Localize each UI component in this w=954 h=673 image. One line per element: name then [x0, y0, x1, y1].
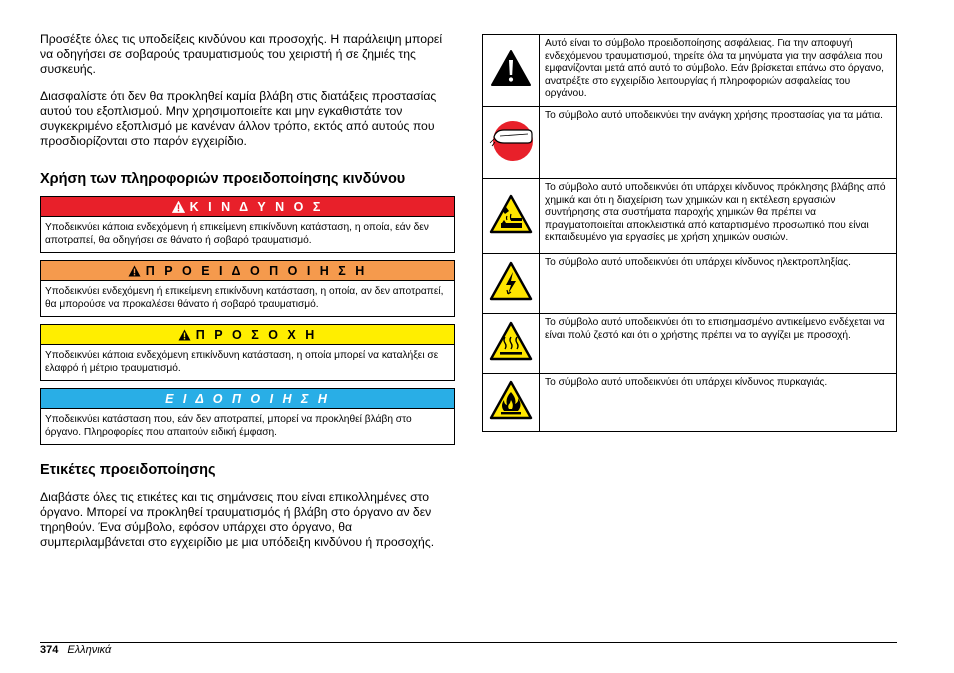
notice-description: Υποδεικνύει κατάσταση που, εάν δεν αποτραπεί, μπορεί να προκληθεί βλάβη στο όργανο. Πληροφορίες που απαιτούν ειδική έμφαση. — [45, 414, 412, 438]
notice-label: Ε Ι Δ Ο Π Ο Ι Η Σ Η — [165, 391, 330, 406]
symbol-description: Το σύμβολο αυτό υποδεικνύει την ανάγκη χρήσης προστασίας για τα μάτια. — [540, 107, 897, 179]
symbol-description: Το σύμβολο αυτό υποδεικνύει ότι υπάρχει κίνδυνος πρόκλησης βλάβης από χημικά και ότι η διαχείριση των χημικών και η εκτέλεση εργασιών συντήρησης στα συστήματα παροχής χημικών θα πρέπει να πραγματοποιείται αποκλειστικά από καταρτισμένο προσωπικό που είναι εκπαιδευμένο για εργασίες με χρήση χημικών ουσιών. — [540, 179, 897, 254]
warning-header — [41, 261, 454, 281]
warning-labels-paragraph: Διαβάστε όλες τις ετικέτες και τις σημάνσεις που είναι επικολλημένες στο όργανο. Μπορεί να προκληθεί τραυματισμός ή βλάβη στο όργανο αν δεν τηρηθούν. Ένα σύμβολο, εφόσον υπάρχει στο όργανο, θα συμπεριλαμβάνεται στο εγχειρίδιο με μια υπόδειξη κινδύνου ή προσοχής. — [40, 490, 435, 549]
symbol-description: Το σύμβολο αυτό υποδεικνύει ότι υπάρχει κίνδυνος ηλεκτροπληξίας. — [540, 254, 897, 314]
symbol-description: Το σύμβολο αυτό υποδεικνύει ότι το επισημασμένο αντικείμενο ενδέχεται να είναι πολύ ζεστό και ότι ο χρήστης πρέπει να το αγγίζει με προσοχή. — [540, 314, 897, 374]
warning-triangle-icon — [128, 265, 141, 277]
symbol-row — [483, 314, 897, 374]
symbol-row — [483, 254, 897, 314]
warning-description: Υποδεικνύει ενδεχόμενη ή επικείμενη επικίνδυνη κατάσταση, η οποία, αν δεν αποτραπεί, θα μπορούσε να προκαλέσει θάνατο ή σοβαρό τραυματισμό. — [45, 286, 444, 310]
symbol-row — [483, 374, 897, 432]
danger-header — [41, 197, 454, 217]
symbol-icon-cell — [483, 254, 540, 314]
warning-triangle-icon — [490, 49, 532, 87]
warning-triangle-icon — [178, 329, 191, 341]
danger-box — [40, 196, 455, 253]
intro-paragraph-1: Προσέξτε όλες τις υποδείξεις κινδύνου και προσοχής. Η παράλειψη μπορεί να οδηγήσει σε σοβαρούς τραυματισμούς του χειριστή ή σε ζημιές της συσκευής. — [40, 32, 443, 76]
symbol-icon-cell — [483, 374, 540, 432]
left-column — [40, 32, 455, 562]
page-number: 374 — [40, 644, 59, 656]
caution-box — [40, 324, 455, 381]
hot-surface-icon — [489, 321, 533, 361]
electrical-shock-icon — [489, 261, 533, 301]
hazard-info-heading: Χρήση των πληροφοριών προειδοποίησης κινδύνου — [40, 171, 406, 187]
symbol-icon-cell — [483, 107, 540, 179]
symbol-description: Το σύμβολο αυτό υποδεικνύει ότι υπάρχει κίνδυνος πυρκαγιάς. — [540, 374, 897, 432]
page-footer — [40, 643, 111, 657]
intro-paragraph-2: Διασφαλίστε ότι δεν θα προκληθεί καμία βλάβη στις διατάξεις προστασίας αυτού του εξοπλισμού. Μην χρησιμοποιείτε και μην εγκαθιστάτε τον συγκεκριμένο εξοπλισμό με κανέναν άλλον τρόπο, εκτός από αυτούς που προσδιορίζονται στο παρόν εγχειρίδιο. — [40, 89, 437, 148]
caution-description: Υποδεικνύει κάποια ενδεχόμενη επικίνδυνη κατάσταση, η οποία μπορεί να καταλήξει σε ελαφρό ή μέτριο τραυματισμό. — [45, 350, 439, 374]
symbol-row — [483, 35, 897, 107]
symbol-icon-cell — [483, 179, 540, 254]
warning-box — [40, 260, 455, 317]
symbol-description: Αυτό είναι το σύμβολο προειδοποίησης ασφάλειας. Για την αποφυγή ενδεχόμενου τραυματισμού, τηρείτε όλα τα μηνύματα για την ασφάλεια που εμφανίζονται μετά από αυτό το σύμβολο. Εάν βρίσκεται επάνω στο όργανο, ανατρέξτε στο εγχειρίδιο λειτουργίας ή πληροφοριών ασφαλείας του οργάνου. — [540, 35, 897, 107]
symbol-icon-cell — [483, 314, 540, 374]
caution-label: Π Ρ Ο Σ Ο Χ Η — [195, 327, 318, 342]
caution-header — [41, 325, 454, 345]
chemical-hazard-icon — [489, 194, 533, 234]
symbol-row — [483, 107, 897, 179]
footer-language: Ελληνικά — [67, 644, 112, 656]
fire-hazard-icon — [489, 380, 533, 420]
notice-box — [40, 388, 455, 445]
symbol-icon-cell — [483, 35, 540, 107]
danger-label: Κ Ι Ν Δ Υ Ν Ο Σ — [189, 199, 324, 214]
danger-description: Υποδεικνύει κάποια ενδεχόμενη ή επικείμενη επικίνδυνη κατάσταση, η οποία, εάν δεν αποτραπεί, θα οδηγήσει σε θάνατο ή σοβαρό τραυματισμό. — [45, 222, 429, 246]
symbol-row — [483, 179, 897, 254]
warning-triangle-icon — [172, 201, 185, 213]
warning-label: Π Ρ Ο Ε Ι Δ Ο Π Ο Ι Η Σ Η — [145, 263, 368, 278]
symbols-table — [482, 34, 897, 432]
footer-divider — [40, 642, 897, 643]
eye-protection-icon — [488, 117, 534, 163]
warning-labels-heading: Ετικέτες προειδοποίησης — [40, 462, 216, 478]
notice-header — [41, 389, 454, 409]
